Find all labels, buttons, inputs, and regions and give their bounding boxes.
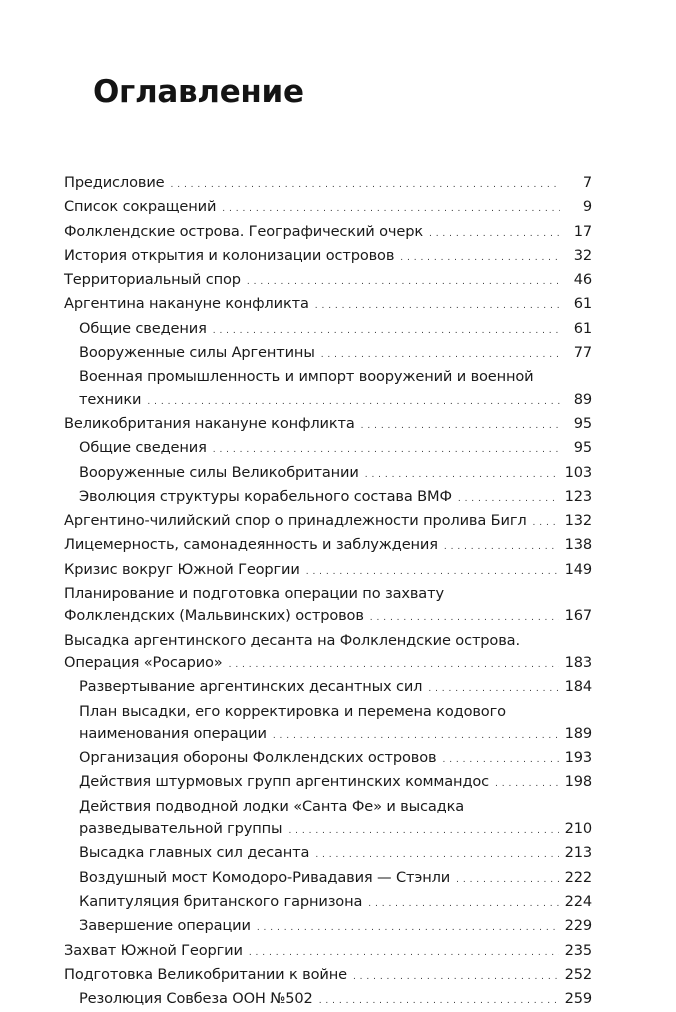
toc-page-number: 252 (564, 965, 592, 983)
dot-leader (222, 196, 560, 220)
toc-entry-title: Подготовка Великобритании к войне (64, 965, 347, 983)
toc-page-number: 132 (564, 512, 592, 530)
toc-entry (64, 293, 592, 317)
toc-entry (64, 413, 592, 437)
dot-leader (321, 342, 560, 366)
dot-leader (319, 988, 559, 1012)
toc-entry (64, 676, 592, 700)
toc-entry-title: Вооруженные силы Великобритании (79, 463, 359, 481)
toc-entry-title: разведывательной группы (79, 820, 283, 838)
toc-page-number: 183 (564, 653, 592, 671)
toc-page-number: 213 (564, 844, 592, 862)
toc-page-number: 89 (573, 390, 592, 408)
dot-leader (249, 940, 559, 964)
dot-leader (247, 269, 560, 293)
toc-entry-title: Воздушный мост Комодоро-Ривадавия — Стэнли (79, 868, 451, 886)
toc-page-number: 61 (573, 319, 592, 337)
dot-leader (147, 389, 560, 413)
dot-leader (213, 437, 560, 461)
toc-page-number: 210 (564, 820, 592, 838)
toc-entry (64, 318, 592, 342)
dot-leader (315, 293, 560, 317)
dot-leader (315, 842, 558, 866)
toc-entry-title: техники (79, 390, 142, 408)
toc-entry (64, 701, 592, 748)
toc-entry-title: Высадка главных сил десанта (79, 844, 310, 862)
toc-page-number: 259 (564, 990, 592, 1008)
toc-page-number: 32 (573, 246, 592, 264)
toc-entry-title: Территориальный спор (64, 271, 241, 289)
toc-entry (64, 891, 592, 915)
toc-entry (64, 747, 592, 771)
toc-page-number: 123 (564, 487, 592, 505)
dot-leader (288, 818, 558, 842)
toc-entry-title: Высадка аргентинского десанта на Фолклендские острова. (64, 631, 520, 649)
toc-page-number: 198 (564, 773, 592, 791)
toc-entry (64, 221, 592, 245)
toc-entry-title: Фолклендских (Мальвинских) островов (64, 607, 364, 625)
toc-entry-title: Резолюция Совбеза ООН №502 (79, 990, 313, 1008)
dot-leader (171, 172, 561, 196)
dot-leader (370, 605, 559, 629)
toc-entry (64, 437, 592, 461)
toc-page-number: 95 (573, 414, 592, 432)
toc-page-number: 77 (573, 344, 592, 362)
toc-page-number: 235 (564, 941, 592, 959)
toc-entry-title: Кризис вокруг Южной Георгии (64, 560, 300, 578)
table-of-contents (64, 172, 592, 1012)
toc-entry-title: наименования операции (79, 724, 267, 742)
dot-leader (353, 964, 559, 988)
dot-leader (229, 652, 559, 676)
toc-entry-title: План высадки, его корректировка и перемена кодового (79, 702, 506, 720)
toc-page-number: 46 (573, 271, 592, 289)
dot-leader (273, 723, 559, 747)
toc-entry-title: Капитуляция британского гарнизона (79, 892, 363, 910)
toc-page-number: 138 (564, 536, 592, 554)
dot-leader (213, 318, 560, 342)
toc-entry-title: Список сокращений (64, 198, 217, 216)
toc-entry (64, 559, 592, 583)
toc-entry-title: Планирование и подготовка операции по захвату (64, 585, 444, 603)
toc-entry-title: Предисловие (64, 174, 165, 191)
toc-page-number: 222 (564, 868, 592, 886)
toc-entry-title: Военная промышленность и импорт вооружений и военной (79, 368, 534, 386)
toc-entry (64, 342, 592, 366)
dot-leader (365, 462, 559, 486)
toc-entry-title: Развертывание аргентинских десантных сил (79, 678, 423, 696)
toc-entry (64, 366, 592, 413)
toc-page-number: 184 (564, 678, 592, 696)
toc-entry-title: Общие сведения (79, 439, 207, 457)
toc-entry-title: Фолклендские острова. Географический очерк (64, 222, 423, 240)
toc-entry (64, 172, 592, 196)
toc-entry (64, 630, 592, 677)
toc-entry-title: История открытия и колонизации островов (64, 246, 395, 264)
dot-leader (400, 245, 560, 269)
toc-entry (64, 510, 592, 534)
toc-entry-title: Завершение операции (79, 917, 251, 935)
toc-entry (64, 771, 592, 795)
toc-page-number: 224 (564, 892, 592, 910)
toc-entry (64, 196, 592, 220)
toc-page-number: 189 (564, 724, 592, 742)
dot-leader (533, 510, 559, 534)
dot-leader (257, 915, 559, 939)
toc-entry-title: Вооруженные силы Аргентины (79, 344, 315, 362)
dot-leader (458, 486, 559, 510)
dot-leader (442, 747, 558, 771)
toc-entry (64, 269, 592, 293)
toc-entry-title: Действия штурмовых групп аргентинских коммандос (79, 773, 490, 791)
toc-page-number: 7 (582, 174, 592, 191)
toc-entry (64, 583, 592, 630)
toc-entry (64, 534, 592, 558)
toc-page-number: 193 (564, 749, 592, 767)
toc-entry-title: Захват Южной Георгии (64, 941, 243, 959)
toc-page-number: 149 (564, 560, 592, 578)
dot-leader (428, 676, 558, 700)
toc-entry-title: Аргентино-чилийский спор о принадлежности пролива Бигл (64, 512, 527, 530)
toc-entry (64, 867, 592, 891)
toc-entry (64, 462, 592, 486)
toc-page-number: 95 (573, 439, 592, 457)
page-title: Оглавление (93, 74, 304, 110)
toc-entry (64, 964, 592, 988)
toc-entry (64, 988, 592, 1012)
toc-entry-title: Эволюция структуры корабельного состава ВМФ (79, 487, 452, 505)
toc-entry (64, 486, 592, 510)
toc-page-number: 9 (582, 198, 592, 216)
toc-entry (64, 842, 592, 866)
dot-leader (306, 559, 559, 583)
toc-page-number: 61 (573, 295, 592, 313)
toc-entry-title: Действия подводной лодки «Санта Фе» и высадка (79, 797, 465, 815)
toc-entry-title: Аргентина накануне конфликта (64, 295, 309, 313)
toc-entry-title: Операция «Росарио» (64, 653, 223, 671)
toc-entry (64, 940, 592, 964)
toc-page-number: 17 (573, 222, 592, 240)
toc-entry-title: Лицемерность, самонадеянность и заблуждения (64, 536, 438, 554)
dot-leader (456, 867, 558, 891)
toc-entry (64, 245, 592, 269)
dot-leader (361, 413, 560, 437)
toc-entry (64, 915, 592, 939)
dot-leader (495, 771, 559, 795)
toc-page-number: 103 (564, 463, 592, 481)
toc-entry-title: Общие сведения (79, 319, 207, 337)
dot-leader (429, 221, 560, 245)
dot-leader (368, 891, 558, 915)
dot-leader (444, 534, 559, 558)
toc-page-number: 167 (564, 607, 592, 625)
toc-page-number: 229 (564, 917, 592, 935)
toc-entry-title: Организация обороны Фолклендских островов (79, 749, 437, 767)
toc-entry-title: Великобритания накануне конфликта (64, 414, 355, 432)
toc-entry (64, 796, 592, 843)
